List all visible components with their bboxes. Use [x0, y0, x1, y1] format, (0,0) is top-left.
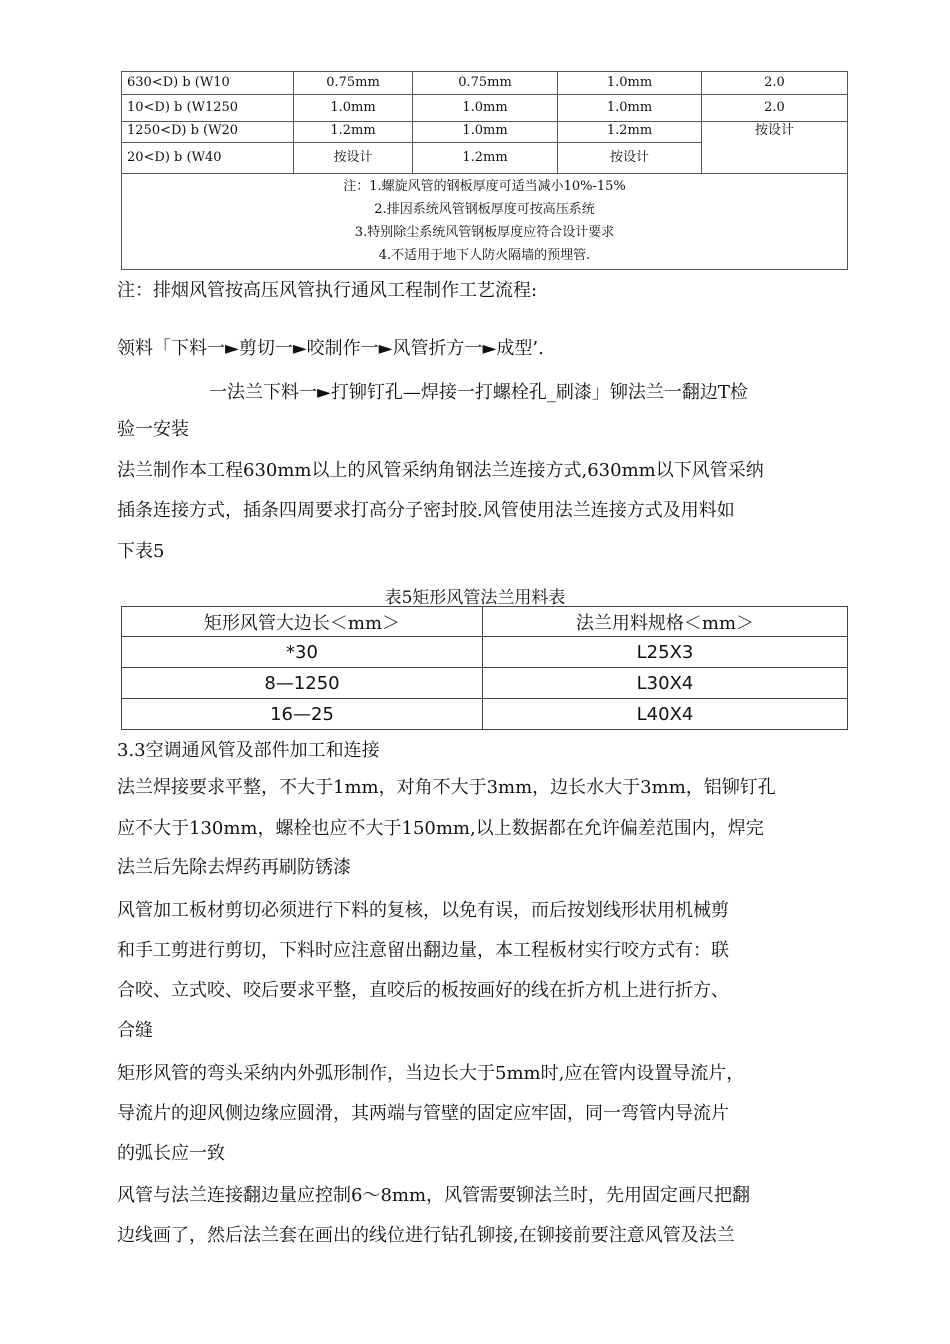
table-row — [122, 699, 848, 730]
table-cell: 1.0mm — [558, 72, 702, 95]
table-cell: 1.0mm — [413, 122, 558, 143]
table-cell: 按设计 — [702, 122, 848, 174]
table-cell: 630<D) b (W10 — [122, 72, 294, 95]
column-header: 法兰用料规格＜mm＞ — [483, 607, 848, 637]
table-row — [122, 122, 848, 143]
table-row — [122, 95, 848, 122]
table-cell: 按设计 — [294, 143, 413, 174]
note-line: 3.特别除尘系统风管钢板厚度应符合设计要求 — [354, 225, 615, 240]
table-notes — [122, 174, 848, 270]
paragraph-line: 导流片的迎风侧边缘应圆滑，其两端与管壁的固定应牢固，同一弯管内导流片 — [117, 1103, 729, 1124]
paragraph-line: 应不大于130mm，螺栓也应不大于150mm,以上数据都在允许偏差范围内，焊完 — [117, 818, 764, 839]
paragraph-line: 边线画了，然后法兰套在画出的线位进行钻孔铆接,在铆接前要注意风管及法兰 — [117, 1225, 735, 1246]
table-header-row — [122, 607, 848, 637]
table-cell: 按设计 — [558, 143, 702, 174]
table-row — [122, 668, 848, 699]
section-heading: 3.3空调通风管及部件加工和连接 — [117, 740, 380, 761]
table-notes-row — [122, 174, 848, 270]
paragraph-line: 法兰焊接要求平整，不大于1mm，对角不大于3mm，边长水大于3mm，铝铆钉孔 — [117, 777, 776, 798]
paragraph-line: 矩形风管的弯头采纳内外弧形制作，当边长大于5mm时,应在管内设置导流片， — [117, 1063, 745, 1084]
table-cell: 0.75mm — [413, 72, 558, 95]
table-cell: 20<D) b (W40 — [122, 143, 294, 174]
table-cell: L25X3 — [483, 637, 848, 668]
paragraph-line: 合咬、立式咬、咬后要求平整，直咬后的板按画好的线在折方机上进行折方、 — [117, 980, 729, 1001]
table-cell: 2.0 — [702, 95, 848, 122]
process-flow-line-2: 一法兰下料一►打铆钉孔—焊接一打螺栓孔_刷漆」铆法兰一翻边T检 — [209, 382, 748, 403]
flange-material-table — [121, 606, 848, 730]
paragraph-line: 法兰制作本工程630mm以上的风管采纳角钢法兰连接方式,630mm以下风管采纳 — [117, 460, 764, 481]
note-paragraph: 注：排烟风管按高压风管执行通风工程制作工艺流程: — [117, 280, 538, 301]
table-cell: 1.0mm — [294, 95, 413, 122]
paragraph-line: 和手工剪进行剪切，下料时应注意留出翻边量，本工程板材实行咬方式有：联 — [117, 940, 729, 961]
note-line: 注：1.螺旋风管的钢板厚度可适当减小10%-15% — [343, 179, 626, 194]
paragraph-line: 插条连接方式，插条四周要求打高分子密封胶.风管使用法兰连接方式及用料如 — [117, 500, 735, 521]
duct-thickness-table — [121, 71, 848, 270]
table-cell: L30X4 — [483, 668, 848, 699]
paragraph-line: 风管与法兰连接翻边量应控制6〜8mm，风管需要铆法兰时，先用固定画尺把翻 — [117, 1185, 751, 1206]
table-row — [122, 72, 848, 95]
column-header: 矩形风管大边长＜mm＞ — [122, 607, 483, 637]
table-cell: 1.2mm — [413, 143, 558, 174]
table-cell: 1.2mm — [558, 122, 702, 143]
table-row — [122, 637, 848, 668]
process-flow-line-1: 领料「下料一►剪切一►咬制作一►风管折方一►成型’. — [117, 338, 544, 359]
paragraph-line: 合缝 — [117, 1020, 153, 1041]
table-cell: 1.2mm — [294, 122, 413, 143]
table-cell: 1250<D) b (W20 — [122, 122, 294, 143]
paragraph-line: 的弧长应一致 — [117, 1143, 225, 1164]
table-cell: 0.75mm — [294, 72, 413, 95]
table-cell: 8—1250 — [122, 668, 483, 699]
table-caption: 表5矩形风管法兰用料表 — [384, 588, 566, 608]
paragraph-line: 法兰后先除去焊药再刷防锈漆 — [117, 857, 351, 878]
table-cell: *30 — [122, 637, 483, 668]
table-cell: 1.0mm — [413, 95, 558, 122]
note-line: 2.排因系统风管钢板厚度可按高压系统 — [374, 202, 595, 217]
table-cell: L40X4 — [483, 699, 848, 730]
paragraph-line: 下表5 — [117, 541, 165, 562]
table-cell: 1.0mm — [558, 95, 702, 122]
note-line: 4.不适用于地下人防火隔墙的预埋管. — [378, 248, 591, 263]
process-flow-line-3: 验一安装 — [117, 419, 189, 440]
paragraph-line: 风管加工板材剪切必须进行下料的复核，以免有误，而后按划线形状用机械剪 — [117, 900, 729, 921]
table-cell: 2.0 — [702, 72, 848, 95]
table-cell: 16—25 — [122, 699, 483, 730]
table-cell: 10<D) b (W1250 — [122, 95, 294, 122]
